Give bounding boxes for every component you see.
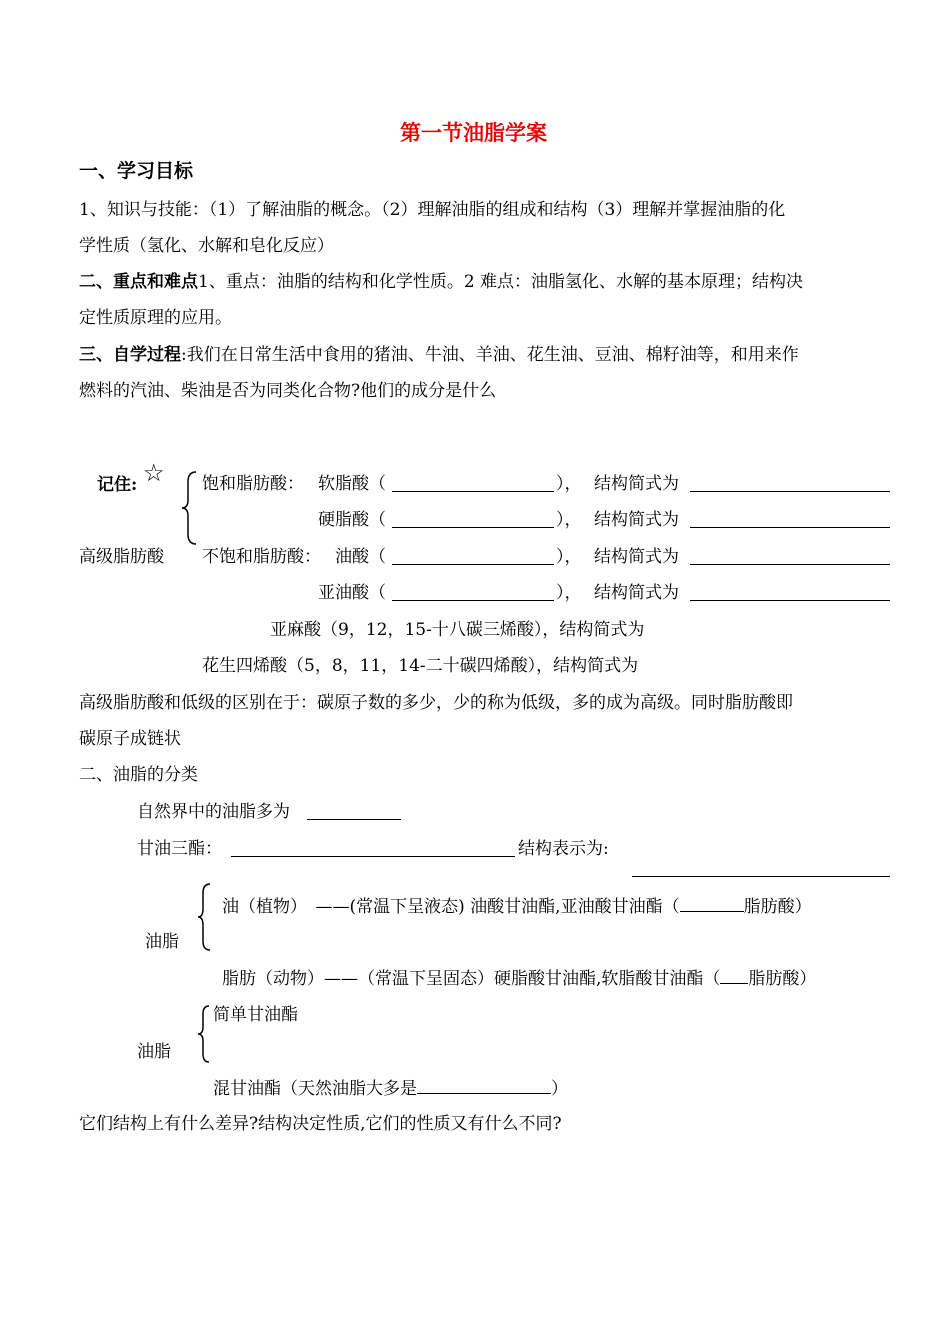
- brace-icon: [196, 1004, 214, 1064]
- goals-line-1: 1、知识与技能：（1）了解油脂的概念。（2）理解油脂的组成和结构（3）理解并掌握油脂的化: [79, 200, 786, 220]
- fatty-acid-category: 高级脂肪酸: [79, 547, 164, 567]
- acid-close-linoleic: ），: [556, 583, 582, 603]
- keypoints-text: 1、重点：油脂的结构和化学性质。2 难点：油脂氢化、水解的基本原理；结构决: [198, 272, 804, 292]
- blank-linoleic[interactable]: [392, 600, 554, 601]
- keypoints-line-2: 定性质原理的应用。: [79, 308, 232, 328]
- selfstudy-line-1: [79, 344, 799, 366]
- brace-icon: [180, 470, 200, 546]
- blank-oleic[interactable]: [392, 564, 554, 565]
- remember-label: 记住:: [97, 475, 138, 495]
- formula-label-palmitic: 结构简式为: [594, 474, 679, 494]
- acid-close-palmitic: ），: [556, 474, 582, 494]
- acid-close-oleic: ），: [556, 547, 582, 567]
- page-title: 第一节油脂学案: [400, 121, 547, 145]
- mixed-glyceride-blank[interactable]: [417, 1077, 551, 1094]
- blank-stearic[interactable]: [392, 527, 554, 528]
- mixed-glyceride-end: ）: [551, 1079, 568, 1099]
- simple-glyceride: 简单甘油酯: [213, 1005, 298, 1025]
- structure-label: 结构表示为:: [518, 839, 609, 859]
- formula-label-oleic: 结构简式为: [594, 547, 679, 567]
- oil-plant-desc: 油（植物） ——(常温下呈液态) 油酸甘油酯,亚油酸甘油酯（: [222, 897, 680, 917]
- acid-name-stearic: 硬脂酸（: [318, 510, 386, 530]
- glycerides-label: 甘油三酯：: [137, 839, 222, 859]
- blank-palmitic[interactable]: [392, 491, 554, 492]
- saturated-label: 饱和脂肪酸：: [202, 474, 304, 494]
- difference-line-2: 碳原子成链状: [79, 729, 181, 749]
- fat-fatty-acid-blank[interactable]: [720, 967, 748, 984]
- formula-blank-stearic[interactable]: [690, 527, 890, 528]
- selfstudy-line-2: 燃料的汽油、柴油是否为同类化合物?他们的成分是什么: [79, 381, 497, 401]
- oil-plant-end: 脂肪酸）: [743, 897, 812, 917]
- goals-line-2: 学性质（氢化、水解和皂化反应）: [79, 236, 334, 256]
- fats-label-1: 油脂: [145, 932, 179, 952]
- fat-animal-desc: 脂肪（动物）——（常温下呈固态）硬脂酸甘油酯,软脂酸甘油酯（: [222, 969, 721, 989]
- glycerides-blank[interactable]: [231, 856, 515, 857]
- section-heading-selfstudy: 三、自学过程: [79, 345, 181, 365]
- star-icon: ☆: [143, 459, 165, 487]
- acid-arachidonic: 花生四烯酸（5，8，11，14-二十碳四烯酸），结构简式为: [202, 656, 639, 676]
- brace-icon: [196, 882, 216, 952]
- section-heading-goals: 一、学习目标: [79, 160, 194, 182]
- natural-fats-blank[interactable]: [307, 819, 401, 820]
- difference-line-1: 高级脂肪酸和低级的区别在于：碳原子数的多少，少的称为低级，多的成为高级。同时脂肪酸即: [79, 693, 793, 713]
- mixed-glyceride: [213, 1077, 568, 1100]
- structure-blank[interactable]: [632, 876, 890, 877]
- formula-label-linoleic: 结构简式为: [594, 583, 679, 603]
- formula-blank-oleic[interactable]: [690, 564, 890, 565]
- closing-question: 它们结构上有什么差异?结构决定性质,它们的性质又有什么不同?: [79, 1114, 562, 1134]
- mixed-glyceride-text: 混甘油酯（天然油脂大多是: [213, 1079, 417, 1099]
- selfstudy-text: :我们在日常生活中食用的猪油、牛油、羊油、花生油、豆油、棉籽油等，和用来作: [181, 345, 799, 365]
- formula-label-stearic: 结构简式为: [594, 510, 679, 530]
- unsaturated-label: 不饱和脂肪酸：: [202, 547, 321, 567]
- section-heading-keypoints: 二、重点和难点: [79, 272, 198, 292]
- acid-name-linoleic: 亚油酸（: [318, 583, 386, 603]
- keypoints-line-1: [79, 271, 803, 293]
- fat-animal-text: [222, 967, 816, 990]
- natural-fats-text: 自然界中的油脂多为: [137, 802, 290, 822]
- oil-plant-text: [222, 895, 812, 918]
- acid-name-palmitic: 软脂酸（: [318, 474, 386, 494]
- acid-name-oleic: 油酸（: [335, 547, 386, 567]
- oil-fatty-acid-blank[interactable]: [680, 895, 744, 912]
- acid-close-stearic: ），: [556, 510, 582, 530]
- formula-blank-linoleic[interactable]: [690, 600, 890, 601]
- fat-animal-end: 脂肪酸）: [748, 969, 817, 989]
- acid-linolenic: 亚麻酸（9，12，15-十八碳三烯酸），结构简式为: [270, 620, 645, 640]
- formula-blank-palmitic[interactable]: [690, 491, 890, 492]
- classification-heading: 二、油脂的分类: [79, 765, 198, 785]
- fats-label-2: 油脂: [137, 1042, 171, 1062]
